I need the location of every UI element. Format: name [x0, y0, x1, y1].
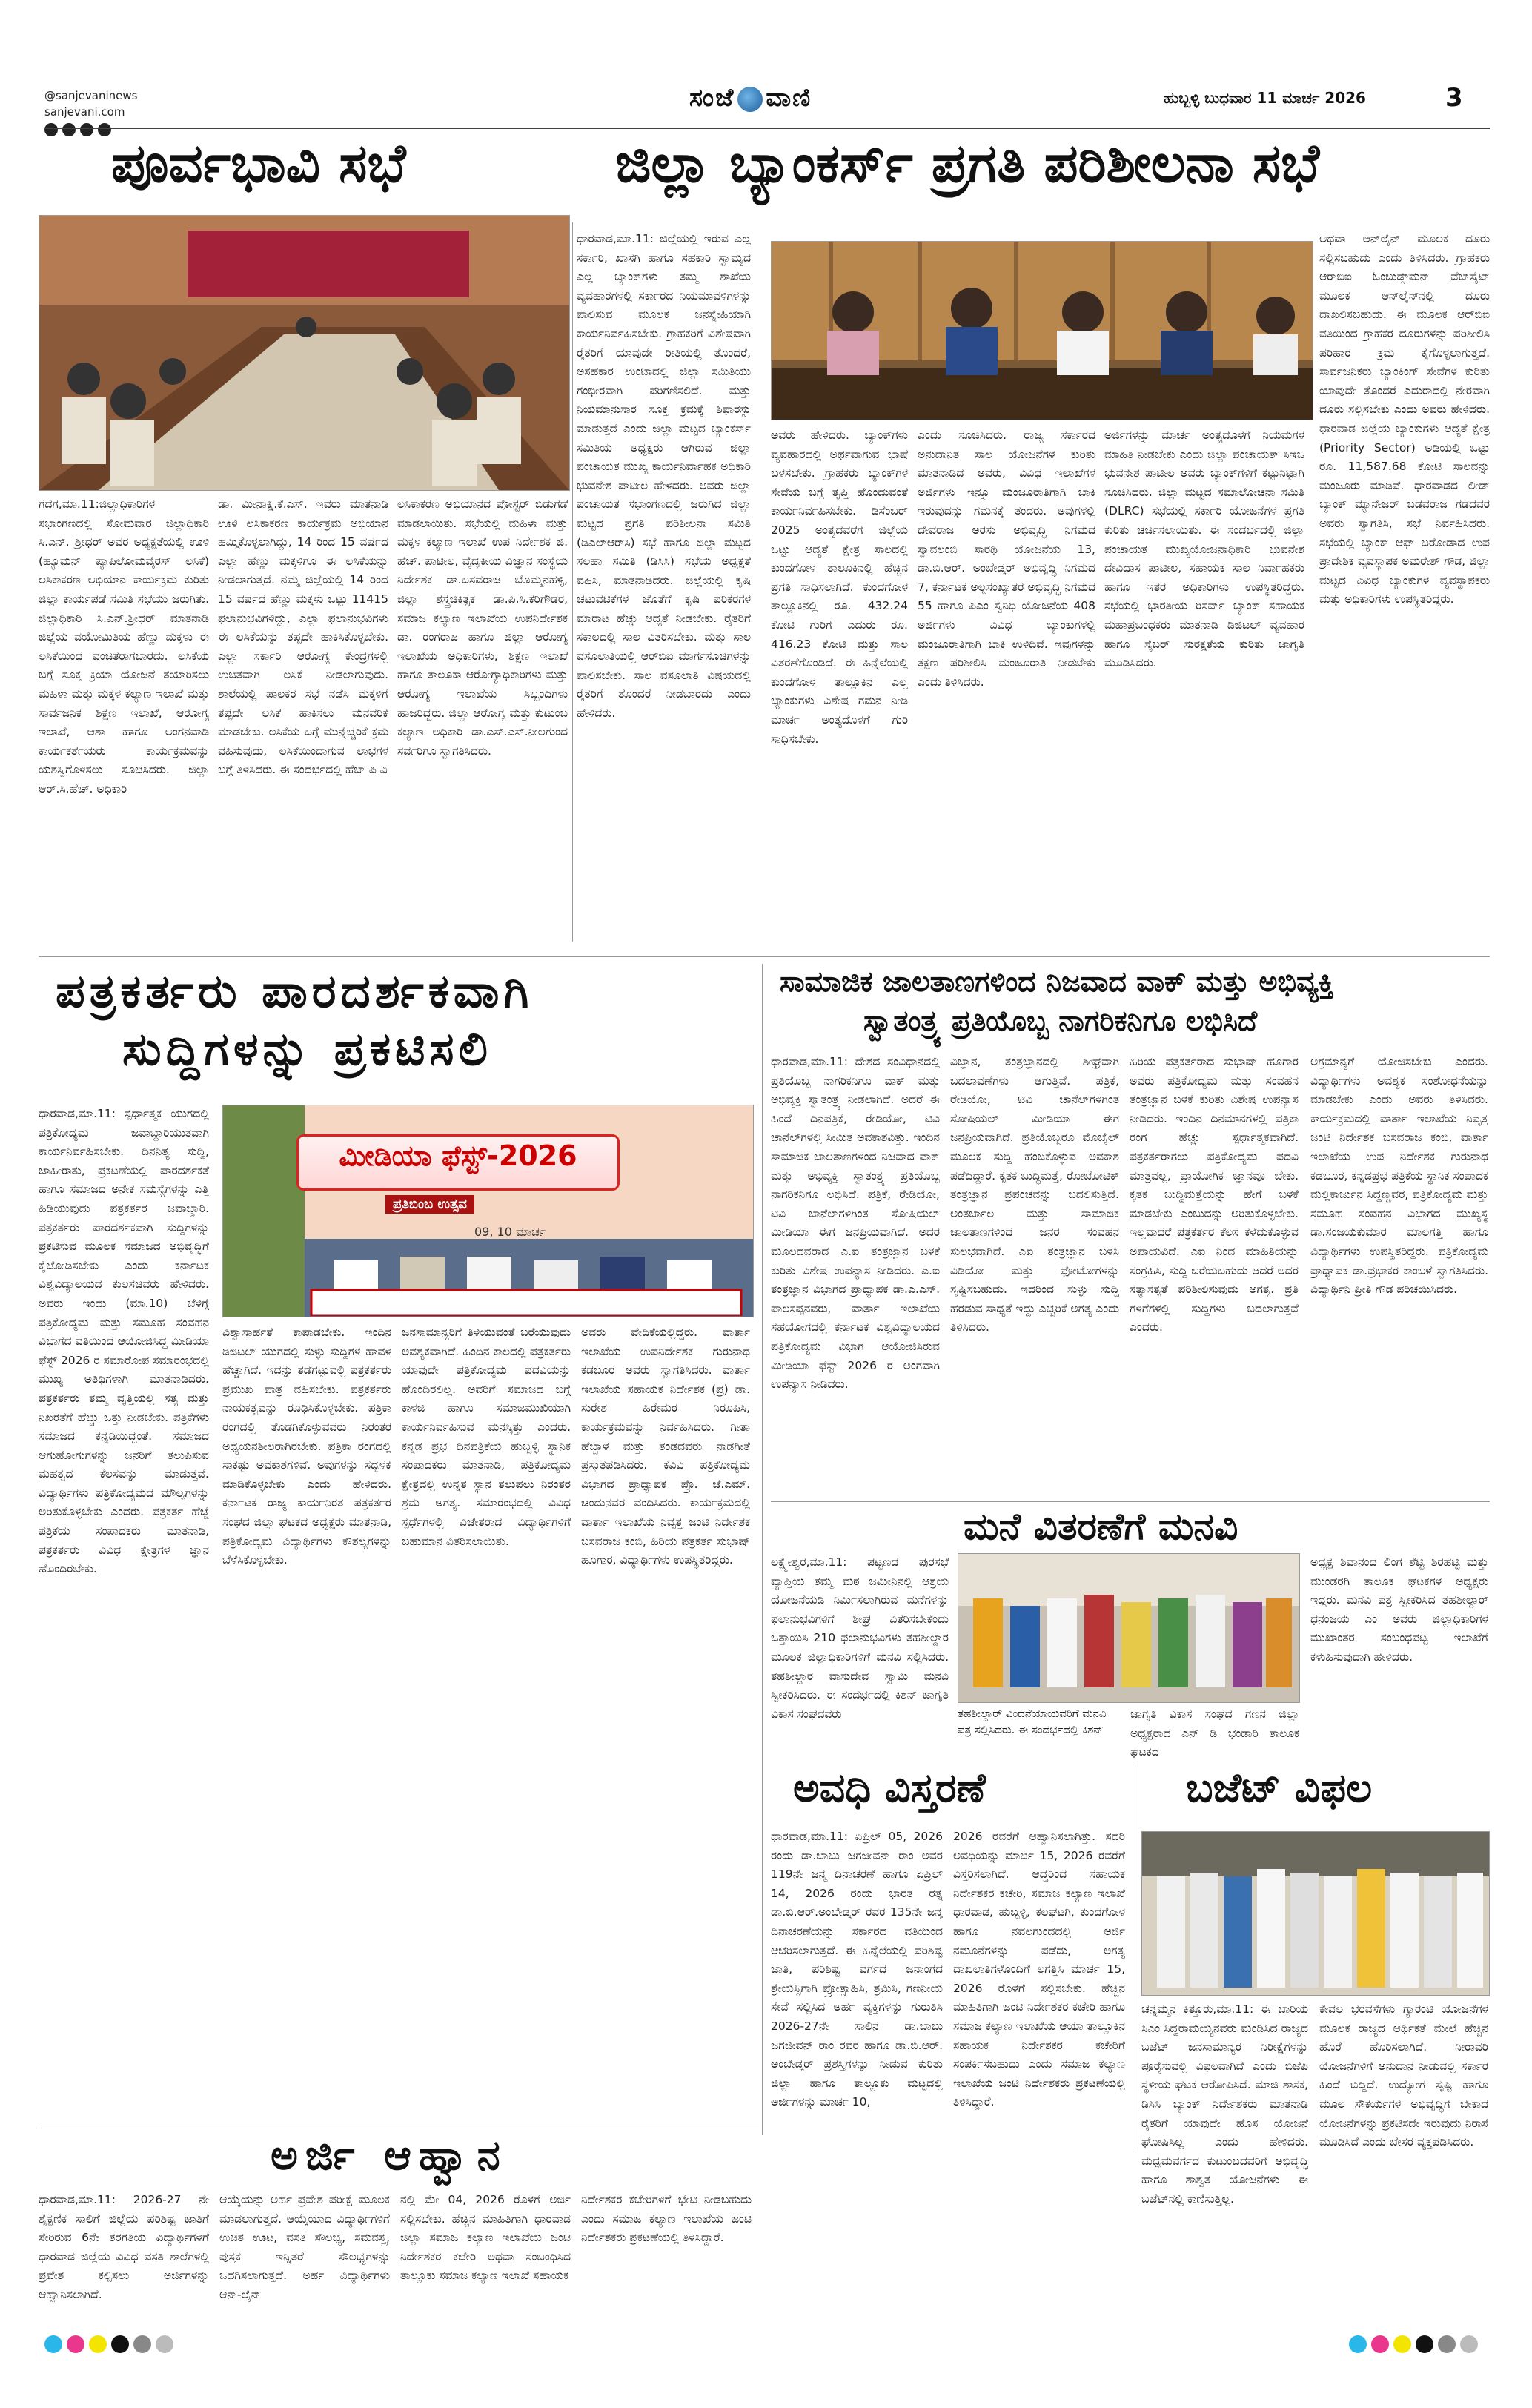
reg-dot: [1438, 2335, 1456, 2353]
story4-col4: ಅಗ್ರಮಾನ್ಯಗೆ ಯೋಜಿಸಬೇಕು ಎಂದರು. ವಿದ್ಯಾರ್ಥಿಗಳು ಅವಶ್ಯಕ ಸಂಶೋಧನೆಯನ್ನು ಮಾಡಬೇಕು ಎಂದು ಅವರು ತಿಳಿಸಿದರು. ಕಾರ್ಯಕ್ರಮದಲ್ಲಿ ವಾರ್ತಾ ಇಲಾಖೆಯ ನಿವೃತ್ತ ಜಂಟಿ ನಿರ್ದೇಶಕ ಬಸವರಾಜ ಕಂಬಿ, ವಾರ್ತಾ ಇಲಾಖೆಯ ಉಪ ನಿರ್ದೇಶಕ ಗುರುನಾಥ ಕಡಬೂರ, ಕನ್ನಡಪ್ರಭ ಪತ್ರಿಕೆಯ ಸ್ಥಾನಿಕ ಸಂಪಾದಕ ಮಲ್ಲಿಕಾರ್ಜುನ ಸಿದ್ದಣ್ಣವರ, ಪತ್ರಿಕೋದ್ಯಮ ಮತ್ತು ಸಮೂಹ ಸಂವಹನ ವಿಭಾಗದ ಮುಖ್ಯಸ್ಥ ಡಾ.ಸಂಜಯಕುಮಾರ ಮಾಲಗತ್ತಿ ಹಾಗೂ ವಿದ್ಯಾರ್ಥಿಗಳು ಉಪಸ್ಥಿತರಿದ್ದರು. ಪತ್ರಿಕೋದ್ಯಮ ಪ್ರಾಧ್ಯಾಪಕ ಡಾ.ಪ್ರಭಾಕರ ಕಾಂಬಳೆ ಸ್ವಾಗತಿಸಿದರು. ವಿದ್ಯಾರ್ಥಿನಿ ಪ್ರೀತಿ ಗೌಡ ಪರಿಚಯಿಸಿದರು.: [1310, 1055, 1488, 1297]
youtube-icon: [98, 123, 111, 136]
reg-dot: [1371, 2335, 1389, 2353]
masthead: [689, 83, 812, 113]
story4-col3: ಹಿರಿಯ ಪತ್ರಕರ್ತರಾದ ಸುಭಾಷ್ ಹೂಗಾರ ಅವರು ಪತ್ರಿಕೋದ್ಯಮ ಮತ್ತು ಸಂವಹನ ತಂತ್ರಜ್ಞಾನ ಬಳಕೆ ಕುರಿತು ವಿಶೇಷ ಉಪನ್ಯಾಸ ನೀಡಿದರು. ಇಂದಿನ ದಿನಮಾನಗಳಲ್ಲಿ ಪತ್ರಿಕಾ ರಂಗ ಹೆಚ್ಚು ಸ್ಪರ್ಧಾತ್ಮಕವಾಗಿದೆ. ಪತ್ರಕರ್ತರಾಗಲು ಪತ್ರಿಕೋದ್ಯಮ ಪದವಿ ಮಾತ್ರವಲ್ಲ, ಪ್ರಾಯೋಗಿಕ ಜ್ಞಾನವೂ ಬೇಕು. ಕೃತಕ ಬುದ್ಧಿಮತ್ತೆಯನ್ನು ಹೇಗೆ ಬಳಕೆ ಮಾಡಬೇಕು ಎಂಬುದನ್ನು ಅರಿತುಕೊಳ್ಳಬೇಕು. ಇಲ್ಲವಾದರೆ ಪತ್ರಕರ್ತರ ಕೆಲಸ ಕಳೆದುಕೊಳ್ಳುವ ಅಪಾಯವಿದೆ. ಎಐ ನಿಂದ ಮಾಹಿತಿಯನ್ನು ಸಂಗ್ರಹಿಸಿ, ಸುದ್ದಿ ಬರೆಯಬಹುದು ಆದರೆ ಅದರ ಸತ್ಯಾಸತ್ಯತೆ ಪರಿಶೀಲಿಸುವುದು ಅಗತ್ಯ. ಪ್ರತಿ ಗಳಿಗೆಗಳಲ್ಲಿ ಸುದ್ದಿಗಳು ಬದಲಾಗುತ್ತವೆ ಎಂದರು.: [1130, 1055, 1299, 1334]
bankers-meeting-photo: [771, 241, 1313, 420]
headline-budget: ಬಜೆಟ್ ವಿಫಲ: [1186, 1764, 1373, 1811]
story8-col2: ಆಯ್ಕೆಯನ್ನು ಅರ್ಹ ಪ್ರವೇಶ ಪರೀಕ್ಷೆ ಮೂಲಕ ಮಾಡಲಾಗುತ್ತದೆ. ಆಯ್ಕೆಯಾದ ವಿದ್ಯಾರ್ಥಿಗಳಿಗೆ ಉಚಿತ ಊಟ, ವಸತಿ ಸೌಲಭ್ಯ, ಸಮವಸ್ತ್ರ, ಪುಸ್ತಕ ಇನ್ನಿತರೆ ಸೌಲಭ್ಯಗಳನ್ನು ಒದಗಿಸಲಾಗುತ್ತದೆ. ಅರ್ಹ ವಿದ್ಯಾರ್ಥಿಗಳು ಆನ್-ಲೈನ್: [219, 2193, 390, 2301]
twitter-icon: [62, 123, 76, 136]
story8-col3: ನಲ್ಲಿ ಮೇ 04, 2026 ರೊಳಗೆ ಅರ್ಜಿ ಸಲ್ಲಿಸಬೇಕು. ಹೆಚ್ಚಿನ ಮಾಹಿತಿಗಾಗಿ ಧಾರವಾಡ ಜಿಲ್ಲಾ ಸಮಾಜ ಕಲ್ಯಾಣ ಇಲಾಖೆಯ ಜಂಟಿ ನಿರ್ದೇಶಕರ ಕಚೇರಿ ಅಥವಾ ಸಂಬಂಧಿಸಿದ ತಾಲ್ಲೂಕು ಸಮಾಜ ಕಲ್ಯಾಣ ಇಲಾಖೆ ಸಹಾಯಕ: [400, 2193, 571, 2283]
masthead-left: ಸಂಜೆ: [689, 83, 735, 113]
page-number: 3: [1445, 83, 1463, 113]
story6-col1: ಧಾರವಾಡ,ಮಾ.11: ಏಪ್ರಿಲ್ 05, 2026 ರಂದು ಡಾ.ಬಾಬು ಜಗಜೀವನ್ ರಾಂ ಅವರ 119ನೇ ಜನ್ಮ ದಿನಾಚರಣೆ ಹಾಗೂ ಏಪ್ರಿಲ್ 14, 2026 ರಂದು ಭಾರತ ರತ್ನ ಡಾ.ಬಿ.ಆರ್.ಅಂಬೇಡ್ಕರ್ ರವರ 135ನೇ ಜನ್ಮ ದಿನಾಚರಣೆಯನ್ನು ಸರ್ಕಾರದ ವತಿಯಿಂದ ಆಚರಿಸಲಾಗುತ್ತದೆ. ಈ ಹಿನ್ನೆಲೆಯಲ್ಲಿ ಪರಿಶಿಷ್ಟ ಜಾತಿ, ಪರಿಶಿಷ್ಟ ವರ್ಗದ ಜನಾಂಗದ ಶ್ರೇಯಸ್ಸಿಗಾಗಿ ಪ್ರೋತ್ಸಾಹಿಸಿ, ಶ್ರಮಿಸಿ, ಗಣನೀಯ ಸೇವೆ ಸಲ್ಲಿಸಿದ ಅರ್ಹ ವ್ಯಕ್ತಿಗಳನ್ನು ಗುರುತಿಸಿ 2026-27ನೇ ಸಾಲಿನ ಡಾ.ಬಾಬು ಜಗಜೀವನ್ ರಾಂ ರವರ ಹಾಗೂ ಡಾ.ಬಿ.ಆರ್. ಅಂಬೇಡ್ಕರ್ ಪ್ರಶಸ್ತಿಗಳನ್ನು ನೀಡುವ ಕುರಿತು ಜಿಲ್ಲಾ ಹಾಗೂ ತಾಲ್ಲೂಕು ಮಟ್ಟದಲ್ಲಿ ಅರ್ಜಿಗಳನ್ನು ಮಾರ್ಚ 10,: [771, 1830, 943, 2109]
story1-col3: ಲಸಿಕಾಕರಣ ಅಭಿಯಾನದ ಪೋಸ್ಟರ್ ಬಿಡುಗಡೆ ಮಾಡಲಾಯಿತು. ಸಭೆಯಲ್ಲಿ ಮಹಿಳಾ ಮತ್ತು ಮಕ್ಕಳ ಕಲ್ಯಾಣ ಇಲಾಖೆ ಉಪ ನಿರ್ದೇಶಕ ಜಿ. ಹೆಚ್. ಪಾಟೀಲ, ವೈದ್ಯಕೀಯ ವಿಜ್ಞಾನ ಸಂಸ್ಥೆಯ ನಿರ್ದೇಶಕ ಡಾ.ಬಸವರಾಜ ಬೊಮ್ಮನಹಳ್ಳಿ, ಜಿಲ್ಲಾ ಶಸ್ತ್ರಚಿಕಿತ್ಸಕ ಡಾ.ಪಿ.ಸಿ.ಕರಿಗೌಡರ, ಸಮಾಜ ಕಲ್ಯಾಣ ಇಲಾಖೆಯ ಉಪನಿರ್ದೇಶಕ ಡಾ. ರಂಗರಾಜ ಹಾಗೂ ಜಿಲ್ಲಾ ಆರೋಗ್ಯ ಇಲಾಖೆಯ ಅಧಿಕಾರಿಗಳು, ಶಿಕ್ಷಣ ಇಲಾಖೆ ಹಾಗೂ ತಾಲೂಕಾ ಆರೋಗ್ಯಾಧಿಕಾರಿಗಳು ಮತ್ತು ಆರೋಗ್ಯ ಇಲಾಖೆಯ ಸಿಬ್ಬಂದಿಗಳು ಹಾಜರಿದ್ದರು. ಜಿಲ್ಲಾ ಆರೋಗ್ಯ ಮತ್ತು ಕುಟುಂಬ ಕಲ್ಯಾಣ ಅಧಿಕಾರಿ ಡಾ.ಎಸ್.ಎಸ್.ನೀಲಗುಂದ ಸರ್ವರಿಗೂ ಸ್ವಾಗತಿಸಿದರು.: [397, 497, 568, 758]
story2-col1: ಧಾರವಾಡ,ಮಾ.11: ಜಿಲ್ಲೆಯಲ್ಲಿ ಇರುವ ಎಲ್ಲ ಸರ್ಕಾರಿ, ಖಾಸಗಿ ಹಾಗೂ ಸಹಕಾರಿ ಸ್ವಾಮ್ಯದ ಎಲ್ಲ ಬ್ಯಾಂಕ್‌ಗಳು ತಮ್ಮ ಶಾಖೆಯ ವ್ಯವಹಾರಗಳಲ್ಲಿ ಸರ್ಕಾರದ ನಿಯಮಾವಳಿಗಳನ್ನು ಪಾಲಿಸುವ ಮೂಲಕ ಜನಸ್ನೇಹಿಯಾಗಿ ಕಾರ್ಯನಿರ್ವಹಿಸಬೇಕು. ಗ್ರಾಹಕರಿಗೆ ವಿಶೇಷವಾಗಿ ರೈತರಿಗೆ ಯಾವುದೇ ರೀತಿಯಲ್ಲಿ ತೊಂದರೆ, ಅಸಹಕಾರ ಉಂಟಾದಲ್ಲಿ ಜಿಲ್ಲಾ ಸಮಿತಿಯು ಗಂಭೀರವಾಗಿ ಪರಿಗಣಿಸಲಿದೆ. ಮತ್ತು ನಿಯಮಾನುಸಾರ ಸೂಕ್ತ ಕ್ರಮಕ್ಕೆ ಶಿಫಾರಸ್ಸು ಮಾಡುತ್ತದೆ ಎಂದು ಜಿಲ್ಲಾ ಮಟ್ಟದ ಬ್ಯಾಂಕರ್ಸ್ ಸಮಿತಿಯ ಅಧ್ಯಕ್ಷರು ಆಗಿರುವ ಜಿಲ್ಲಾ ಪಂಚಾಯತ ಮುಖ್ಯ ಕಾರ್ಯನಿರ್ವಾಹಕ ಅಧಿಕಾರಿ ಭುವನೇಶ ಪಾಟೀಲ ಹೇಳಿದರು. ಅವರು ಜಿಲ್ಲಾ ಪಂಚಾಯತ ಸಭಾಂಗಣದಲ್ಲಿ ಜರುಗಿದ ಜಿಲ್ಲಾ ಮಟ್ಟದ ಪ್ರಗತಿ ಪರಿಶೀಲನಾ ಸಮಿತಿ (ಡಿಎಲ್‌ಆರ್‌ಸಿ) ಸಭೆ ಹಾಗೂ ಜಿಲ್ಲಾ ಮಟ್ಟದ ಸಲಹಾ ಸಮಿತಿ (ಡಿಸಿಸಿ) ಸಭೆಯ ಅಧ್ಯಕ್ಷತೆ ವಹಿಸಿ, ಮಾತನಾಡಿದರು. ಜಿಲ್ಲೆಯಲ್ಲಿ ಕೃಷಿ ಚಟುವಟಿಕೆಗಳ ಜೊತೆಗೆ ಕೃಷಿ ಪರಿಕರಗಳ ಮಾರಾಟ ಹೆಚ್ಚು ಆದ್ಯತೆ ನೀಡಬೇಕು. ರೈತರಿಗೆ ಸಕಾಲದಲ್ಲಿ ಸಾಲ ವಿತರಿಸಬೇಕು. ಮತ್ತು ಸಾಲ ವಸೂಲಾತಿಯಲ್ಲಿ ಆರ್‌ಬಿಐ ಮಾರ್ಗಸೂಚಿಗಳನ್ನು ಪಾಲಿಸಬೇಕು. ಸಾಲ ವಸೂಲಾತಿ ವಿಷಯದಲ್ಲಿ ರೈತರಿಗೆ ತೊಂದರೆ ನೀಡಬಾರದು ಎಂದು ಹೇಳಿದರು.: [577, 232, 751, 720]
story7-col2: ಕೇವಲ ಭರವಸೆಗಳು ಗ್ಯಾರಂಟಿ ಯೋಜನೆಗಳ ಮೂಲಕ ರಾಜ್ಯದ ಆರ್ಥಿಕತೆ ಮೇಲೆ ಹೆಚ್ಚಿನ ಹೊರೆ ಹೊರಿಸಲಾಗಿದೆ. ನೀರಾವರಿ ಯೋಜನೆಗಳಿಗೆ ಅನುದಾನ ನೀಡುವಲ್ಲಿ ಸರ್ಕಾರ ಹಿಂದೆ ಬಿದ್ದಿದೆ. ಉದ್ಯೋಗ ಸೃಷ್ಟಿ ಹಾಗೂ ಮೂಲ ಸೌಕರ್ಯಗಳ ಅಭಿವೃದ್ಧಿಗೆ ಬೇಕಾದ ಯೋಜನೆಗಳನ್ನು ಪ್ರಕಟಿಸದೇ ಇರುವುದು ನಿರಾಸೆ ಮೂಡಿಸಿದೆ ಎಂದು ಬೇಸರ ವ್ಯಕ್ತಪಡಿಸಿದರು.: [1319, 2002, 1488, 2149]
reg-dot: [89, 2335, 107, 2353]
story5-col3: ಅಧ್ಯಕ್ಷ ಶಿವಾನಂದ ಲಿಂಗ ಶೆಟ್ಟಿ ಶಿರಹಟ್ಟಿ ಮತ್ತು ಮುಂಡರಗಿ ತಾಲೂಕ ಘಟಕಗಳ ಅಧ್ಯಕ್ಷರು ಇದ್ದರು. ಮನವಿ ಪತ್ರ ಸ್ವೀಕರಿಸಿದ ತಹಶೀಲ್ದಾರ್ ಧನಂಜಯ ಎಂ ಅವರು ಜಿಲ್ಲಾಧಿಕಾರಿಗಳ ಮುಖಾಂತರ ಸಂಬಂಧಪಟ್ಟ ಇಲಾಖೆಗೆ ಕಳುಹಿಸುವುದಾಗಿ ಹೇಳಿದರು.: [1310, 1555, 1488, 1664]
reg-dot: [1393, 2335, 1411, 2353]
story5-col1: ಲಕ್ಷ್ಮೇಶ್ವರ,ಮಾ.11: ಪಟ್ಟಣದ ಪುರಸಭೆ ವ್ಯಾಪ್ತಿಯ ತಮ್ಮ ಮಠ ಜಮೀನಿನಲ್ಲಿ ಆಶ್ರಯ ಯೋಜನೆಯಡಿ ನಿರ್ಮಿಸಲಾಗಿರುವ ಮನೆಗಳನ್ನು ಫಲಾನುಭವಿಗಳಿಗೆ ಶೀಘ್ರ ವಿತರಿಸಬೇಕೆಂದು ಒತ್ತಾಯಿಸಿ 210 ಫಲಾನುಭವಿಗಳು ತಹಶೀಲ್ದಾರ ಮೂಲಕ ಜಿಲ್ಲಾಧಿಕಾರಿಗಳಿಗೆ ಮನವಿ ಸಲ್ಲಿಸಿದರು. ತಹಶೀಲ್ದಾರ ವಾಸುದೇವ ಸ್ವಾಮಿ ಮನವಿ ಸ್ವೀಕರಿಸಿದರು. ಈ ಸಂದರ್ಭದಲ್ಲಿ ಕಿಶನ್ ಜಾಗೃತಿ ವಿಕಾಸ ಸಂಘದವರು: [771, 1555, 949, 1721]
headline-poorvabhavi: ಪೂರ್ವಭಾವಿ ಸಭೆ: [111, 132, 406, 194]
story4-col2: ವಿಜ್ಞಾನ, ತಂತ್ರಜ್ಞಾನದಲ್ಲಿ ಶೀಘ್ರವಾಗಿ ಬದಲಾವಣೆಗಳು ಆಗುತ್ತಿವೆ. ಪತ್ರಿಕೆ, ರೇಡಿಯೋ, ಟಿವಿ ಚಾನೆಲ್‌ಗಳಿಗಿಂತ ಸೋಷಿಯಲ್ ಮೀಡಿಯಾ ಈಗ ಜನಪ್ರಿಯವಾಗಿದೆ. ಪ್ರತಿಯೊಬ್ಬರೂ ಮೊಬೈಲ್ ಮೂಲಕ ಸುದ್ದಿ ಹಂಚಿಕೊಳ್ಳುವ ಅವಕಾಶ ಪಡೆದಿದ್ದಾರೆ. ಕೃತಕ ಬುದ್ಧಿಮತ್ತೆ, ರೋಬೋಟಿಕ್ ತಂತ್ರಜ್ಞಾನ ಪ್ರಪಂಚವನ್ನು ಬದಲಿಸುತ್ತಿದೆ. ಅಂತರ್ಜಾಲ ಮತ್ತು ಸಾಮಾಜಿಕ ಜಾಲತಾಣಗಳಿಂದ ಜನರ ಸಂವಹನ ಸುಲಭವಾಗಿದೆ. ಎಐ ತಂತ್ರಜ್ಞಾನ ಬಳಸಿ ವಿಡಿಯೋ ಮತ್ತು ಫೋಟೋಗಳನ್ನು ಸೃಷ್ಟಿಸಬಹುದು. ಇದರಿಂದ ಸುಳ್ಳು ಸುದ್ದಿ ಹರಡುವ ಸಾಧ್ಯತೆ ಇದ್ದು ಎಚ್ಚರಿಕೆ ಅಗತ್ಯ ಎಂದು ತಿಳಿಸಿದರು.: [950, 1055, 1119, 1334]
section-rule-2: [771, 1501, 1490, 1502]
reg-dot: [1460, 2335, 1478, 2353]
story7-col1: ಚನ್ನಮ್ಮನ ಕಿತ್ತೂರು,ಮಾ.11: ಈ ಬಾರಿಯ ಸಿಎಂ ಸಿದ್ದರಾಮಯ್ಯನವರು ಮಂಡಿಸಿದ ರಾಜ್ಯದ ಬಜೆಟ್ ಜನಸಾಮಾನ್ಯರ ನಿರೀಕ್ಷೆಗಳನ್ನು ಪೂರೈಸುವಲ್ಲಿ ವಿಫಲವಾಗಿದೆ ಎಂದು ಬಿಜೆಪಿ ಸ್ಥಳೀಯ ಘಟಕ ಆರೋಪಿಸಿದೆ. ಮಾಜಿ ಶಾಸಕ, ಡಿಸಿಸಿ ಬ್ಯಾಂಕ್ ನಿರ್ದೇಶಕರು ಮಾತನಾಡಿ ರೈತರಿಗೆ ಯಾವುದೇ ಹೊಸ ಯೋಜನೆ ಘೋಷಿಸಿಲ್ಲ ಎಂದು ಹೇಳಿದರು. ಮಧ್ಯಮವರ್ಗದ ಕುಟುಂಬದವರಿಗೆ ಅಭಿವೃದ್ಧಿ ಹಾಗೂ ಶಾಶ್ವತ ಯೋಜನೆಗಳು ಈ ಬಜೆಟ್‌ನಲ್ಲಿ ಕಾಣಿಸುತ್ತಿಲ್ಲ.: [1141, 2002, 1308, 2206]
meeting-photo: [39, 215, 570, 491]
story1-col2: ಡಾ. ಮೀನಾಕ್ಷಿ.ಕೆ.ಎಸ್. ಇವರು ಮಾತನಾಡಿ ಊಳಿ ಲಸಿಕಾಕರಣ ಕಾರ್ಯಕ್ರಮ ಅಭಿಯಾನ ಹಮ್ಮಿಕೊಳ್ಳಲಾಗಿದ್ದು, 14 ರಿಂದ 15 ವರ್ಷದ ಎಲ್ಲಾ ಹೆಣ್ಣು ಮಕ್ಕಳಿಗೂ ಈ ಲಸಿಕೆಯನ್ನು ನೀಡಲಾಗುತ್ತದೆ. ನಮ್ಮ ಜಿಲ್ಲೆಯಲ್ಲಿ 14 ರಿಂದ 15 ವರ್ಷದ ಹೆಣ್ಣು ಮಕ್ಕಳು ಒಟ್ಟು 11415 ಫಲಾನುಭವಿಗಳಿದ್ದು, ಎಲ್ಲಾ ಫಲಾನುಭವಿಗಳು ಈ ಲಸಿಕೆಯನ್ನು ತಪ್ಪದೇ ಹಾಕಿಸಿಕೊಳ್ಳಬೇಕು. ಎಲ್ಲಾ ಸರ್ಕಾರಿ ಆರೋಗ್ಯ ಕೇಂದ್ರಗಳಲ್ಲಿ ಉಚಿತವಾಗಿ ಲಸಿಕೆ ನೀಡಲಾಗುವುದು. ಶಾಲೆಯಲ್ಲಿ ಪಾಲಕರ ಸಭೆ ನಡೆಸಿ ಮಕ್ಕಳಿಗೆ ತಪ್ಪದೇ ಲಸಿಕೆ ಹಾಕಿಸಲು ಮನವರಿಕೆ ಮಾಡಬೇಕು. ಲಸಿಕೆಯ ಬಗ್ಗೆ ಮುನ್ನೆಚ್ಚರಿಕೆ ಕ್ರಮ ವಹಿಸುವುದು, ಲಸಿಕೆಯಿಂದಾಗುವ ಲಾಭಗಳ ಬಗ್ಗೆ ತಿಳಿಸಿದರು. ಈ ಸಂದರ್ಭದಲ್ಲಿ ಹೆಚ್ ಪಿ ವಿ: [218, 497, 388, 777]
story3-col1: ಧಾರವಾಡ,ಮಾ.11: ಸ್ಪರ್ಧಾತ್ಮಕ ಯುಗದಲ್ಲಿ ಪತ್ರಿಕೋದ್ಯಮ ಜವಾಬ್ದಾರಿಯುತವಾಗಿ ಕಾರ್ಯನಿರ್ವಹಿಸಬೇಕು. ದಿನನಿತ್ಯ ಸುದ್ದಿ, ಜಾಹೀರಾತು, ಪ್ರಕಟಣೆಯಲ್ಲಿ ಪಾರದರ್ಶಕತೆ ಹಾಗೂ ಸಮಾಜದ ಅನೇಕ ಸಮಸ್ಯೆಗಳನ್ನು ಎತ್ತಿ ಹಿಡಿಯುವುದು ಪತ್ರಕರ್ತರ ಜವಾಬ್ದಾರಿ. ಪತ್ರಕರ್ತರು ಪಾರದರ್ಶಕವಾಗಿ ಸುದ್ದಿಗಳನ್ನು ಪ್ರಕಟಿಸುವ ಮೂಲಕ ಸಮಾಜದ ಅಭಿವೃದ್ಧಿಗೆ ಕೈಜೋಡಿಸಬೇಕು ಎಂದು ಕರ್ನಾಟಕ ವಿಶ್ವವಿದ್ಯಾಲಯದ ಕುಲಸಚಿವರು ಹೇಳಿದರು. ಅವರು ಇಂದು (ಮಾ.10) ಬೆಳಿಗ್ಗೆ ಪತ್ರಿಕೋದ್ಯಮ ಮತ್ತು ಸಮೂಹ ಸಂವಹನ ವಿಭಾಗದ ವತಿಯಿಂದ ಆಯೋಜಿಸಿದ್ದ ಮೀಡಿಯಾ ಫೆಸ್ಟ್ 2026 ರ ಸಮಾರೋಪ ಸಮಾರಂಭದಲ್ಲಿ ಮುಖ್ಯ ಅತಿಥಿಗಳಾಗಿ ಮಾತನಾಡಿದರು. ಪತ್ರಕರ್ತರು ತಮ್ಮ ವೃತ್ತಿಯಲ್ಲಿ ಸತ್ಯ ಮತ್ತು ನಿಖರತೆಗೆ ಹೆಚ್ಚು ಒತ್ತು ನೀಡಬೇಕು. ಪತ್ರಿಕೆಗಳು ಸಮಾಜದ ಕನ್ನಡಿಯಿದ್ದಂತೆ. ಸಮಾಜದ ಆಗುಹೋಗುಗಳನ್ನು ಜನರಿಗೆ ತಲುಪಿಸುವ ಮಹತ್ವದ ಕೆಲಸವನ್ನು ಮಾಡುತ್ತವೆ. ವಿದ್ಯಾರ್ಥಿಗಳು ಪತ್ರಿಕೋದ್ಯಮದ ಮೌಲ್ಯಗಳನ್ನು ಅರಿತುಕೊಳ್ಳಬೇಕು ಎಂದರು. ಪತ್ರಕರ್ತ ಹೆಜ್ಜೆ ಪತ್ರಿಕೆಯ ಸಂಪಾದಕರು ಮಾತನಾಡಿ, ಪತ್ರಕರ್ತರು ವಿವಿಧ ಕ್ಷೇತ್ರಗಳ ಜ್ಞಾನ ಹೊಂದಿರಬೇಕು.: [39, 1107, 209, 1576]
story2-col2: ಅವರು ಹೇಳಿದರು. ಬ್ಯಾಂಕ್‌ಗಳು ವ್ಯವಹಾರದಲ್ಲಿ ಅರ್ಥವಾಗುವ ಭಾಷೆ ಬಳಸಬೇಕು. ಗ್ರಾಹಕರು ಬ್ಯಾಂಕ್‌ಗಳ ಸೇವೆಯ ಬಗ್ಗೆ ತೃಪ್ತಿ ಹೊಂದುವಂತೆ ಕಾರ್ಯನಿರ್ವಹಿಸಬೇಕು. ಡಿಸೆಂಬರ್ 2025 ಅಂತ್ಯದವರೆಗೆ ಜಿಲ್ಲೆಯ ಒಟ್ಟು ಆದ್ಯತೆ ಕ್ಷೇತ್ರ ಸಾಲದಲ್ಲಿ ಕುಂದಗೋಳ ತಾಲೂಕಿನಲ್ಲಿ ಹೆಚ್ಚಿನ ಪ್ರಗತಿ ಸಾಧಿಸಲಾಗಿದೆ. ಕುಂದಗೋಳ ತಾಲ್ಲೂಕಿನಲ್ಲಿ ರೂ. 432.24 ಕೋಟಿ ಗುರಿಗೆ ಎದುರು ರೂ. 416.23 ಕೋಟಿ ಮತ್ತು ಸಾಲ ವಿತರಣೆಗೊಂಡಿದೆ. ಈ ಹಿನ್ನೆಲೆಯಲ್ಲಿ ಕುಂದಗೋಳ ತಾಲ್ಲೂಕಿನ ಎಲ್ಲ ಬ್ಯಾಂಕುಗಳು ವಿಶೇಷ ಗಮನ ನೀಡಿ ಮಾರ್ಚ ಅಂತ್ಯದೊಳಗೆ ಗುರಿ ಸಾಧಿಸಬೇಕು.: [771, 429, 908, 746]
headline-social-media-1: ಸಾಮಾಜಿಕ ಜಾಲತಾಣಗಳಿಂದ ನಿಜವಾದ ವಾಕ್ ಮತ್ತು ಅಭಿವ್ಯಕ್ತಿ: [780, 965, 1334, 998]
story3-col4: ಅವರು ವೇದಿಕೆಯಲ್ಲಿದ್ದರು. ವಾರ್ತಾ ಇಲಾಖೆಯ ಉಪನಿರ್ದೇಶಕ ಗುರುನಾಥ ಕಡಬೂರ ಅವರು ಸ್ವಾಗತಿಸಿದರು. ವಾರ್ತಾ ಇಲಾಖೆಯ ಸಹಾಯಕ ನಿರ್ದೇಶಕ (ಪ್ರ) ಡಾ. ಸುರೇಶ ಹಿರೇಮಠ ನಿರೂಪಿಸಿ, ಕಾರ್ಯಕ್ರಮವನ್ನು ನಿರ್ವಹಿಸಿದರು. ಗೀತಾ ಹೆಬ್ಬಾಳ ಮತ್ತು ತಂಡದವರು ನಾಡಗೀತೆ ಪ್ರಸ್ತುತಪಡಿಸಿದರು. ಕವಿವಿ ಪತ್ರಿಕೋದ್ಯಮ ವಿಭಾಗದ ಪ್ರಾಧ್ಯಾಪಕ ಪ್ರೊ. ಜೆ.ಎಮ್. ಚಂದುನವರ ವಂದಿಸಿದರು. ಕಾರ್ಯಕ್ರಮದಲ್ಲಿ ವಾರ್ತಾ ಇಲಾಖೆಯ ನಿವೃತ್ತ ಜಂಟಿ ನಿರ್ದೇಶಕ ಬಸವರಾಜ ಕಂಬಿ, ಹಿರಿಯ ಪತ್ರಕರ್ತ ಸುಭಾಷ್ ಹೂಗಾರ, ವಿದ್ಯಾರ್ಥಿಗಳು ಉಪಸ್ಥಿತರಿದ್ದರು.: [581, 1326, 750, 1567]
headline-journalists-2: ಸುದ್ದಿಗಳನ್ನು ಪ್ರಕಟಿಸಲಿ: [122, 1022, 492, 1076]
reg-dot: [67, 2335, 84, 2353]
headline-applications: ಅರ್ಜಿ ಆಹ್ವಾನ: [271, 2131, 508, 2180]
masthead-right: ವಾಣಿ: [766, 83, 812, 113]
registration-marks-left: [44, 2335, 173, 2353]
reg-dot: [111, 2335, 129, 2353]
story6-col2: 2026 ರವರೆಗೆ ಆಹ್ವಾನಿಸಲಾಗಿತ್ತು. ಸದರಿ ಅವಧಿಯನ್ನು ಮಾರ್ಚ 15, 2026 ರವರೆಗೆ ವಿಸ್ತರಿಸಲಾಗಿದೆ. ಆದ್ದರಿಂದ ಸಹಾಯಕ ನಿರ್ದೇಶಕರ ಕಚೇರಿ, ಸಮಾಜ ಕಲ್ಯಾಣ ಇಲಾಖೆ ಧಾರವಾಡ, ಹುಬ್ಬಳ್ಳಿ, ಕಲಘಟಗಿ, ಕುಂದಗೋಳ ಹಾಗೂ ನವಲಗುಂದದಲ್ಲಿ ಅರ್ಜಿ ನಮೂನೆಗಳನ್ನು ಪಡೆದು, ಅಗತ್ಯ ದಾಖಲಾತಿಗಳೊಂದಿಗೆ ಲಗತ್ತಿಸಿ ಮಾರ್ಚ 15, 2026 ರೊಳಗೆ ಸಲ್ಲಿಸಬೇಕು. ಹೆಚ್ಚಿನ ಮಾಹಿತಿಗಾಗಿ ಜಂಟಿ ನಿರ್ದೇಶಕರ ಕಚೇರಿ ಹಾಗೂ ಸಮಾಜ ಕಲ್ಯಾಣ ಇಲಾಖೆಯ ಆಯಾ ತಾಲ್ಲೂಕಿನ ಸಹಾಯಕ ನಿರ್ದೇಶಕರ ಕಚೇರಿಗೆ ಸಂಪರ್ಕಿಸಬಹುದು ಎಂದು ಸಮಾಜ ಕಲ್ಯಾಣ ಇಲಾಖೆಯ ಜಂಟಿ ನಿರ್ದೇಶಕರು ಪ್ರಕಟಣೆಯಲ್ಲಿ ತಿಳಿಸಿದ್ದಾರೆ.: [953, 1830, 1125, 2109]
house-photo-caption: ತಹಶೀಲ್ದಾರ್ ವಿಂದನೆಯಾಯವರಿಗೆ ಮನವಿ ಪತ್ರ ಸಲ್ಲಿಸಿದರು. ಈ ಸಂದರ್ಭದಲ್ಲಿ ಕಿಶನ್: [958, 1707, 1107, 1736]
story2-col3: ಎಂದು ಸೂಚಿಸಿದರು. ರಾಜ್ಯ ಸರ್ಕಾರದ ಅನುದಾನಿತ ಸಾಲ ಯೋಜನೆಗಳ ಕುರಿತು ಮಾತನಾಡಿದ ಅವರು, ವಿವಿಧ ಇಲಾಖೆಗಳ ಅರ್ಜಿಗಳು ಇನ್ನೂ ಮಂಜೂರಾತಿಗಾಗಿ ಬಾಕಿ ಇರುವುದನ್ನು ಗಮನಕ್ಕೆ ತಂದರು. ಅವುಗಳಲ್ಲಿ ದೇವರಾಜ ಅರಸು ಅಭಿವೃದ್ಧಿ ನಿಗಮದ ಸ್ವಾವಲಂಬಿ ಸಾರಥಿ ಯೋಜನೆಯ 13, ಡಾ.ಬಿ.ಆರ್. ಅಂಬೇಡ್ಕರ್ ಅಭಿವೃದ್ಧಿ ನಿಗಮದ 7, ಕರ್ನಾಟಕ ಅಲ್ಪಸಂಖ್ಯಾತರ ಅಭಿವೃದ್ಧಿ ನಿಗಮದ 55 ಹಾಗೂ ಪಿಎಂ ಸ್ವನಿಧಿ ಯೋಜನೆಯ 408 ಅರ್ಜಿಗಳು ವಿವಿಧ ಬ್ಯಾಂಕುಗಳಲ್ಲಿ ಮಂಜೂರಾತಿಗಾಗಿ ಬಾಕಿ ಉಳಿದಿವೆ. ಇವುಗಳನ್ನು ತಕ್ಷಣ ಪರಿಶೀಲಿಸಿ ಮಂಜೂರಾತಿ ನೀಡಬೇಕು ಎಂದು ತಿಳಿಸಿದರು.: [918, 429, 1095, 689]
section-rule-1: [39, 956, 1490, 957]
budget-photo: [1141, 1831, 1490, 1996]
banner-title: ಮೀಡಿಯಾ ಫೆಸ್ಟ್-2026: [339, 1140, 577, 1172]
banner-subtitle: ಪ್ರತಿಬಿಂಬ ಉತ್ಸವ: [385, 1195, 474, 1214]
headline-social-media-2: ಸ್ವಾತಂತ್ರ್ಯ ಪ್ರತಿಯೊಬ್ಬ ನಾಗರಿಕನಿಗೂ ಲಭಿಸಿದೆ: [863, 1005, 1258, 1037]
header-social: [44, 87, 137, 136]
header-rule: [44, 128, 1490, 129]
globe-icon: [737, 87, 763, 112]
media-fest-banner: [296, 1134, 620, 1191]
date-line: ಹುಬ್ಬಳ್ಳಿ ಬುಧವಾರ 11 ಮಾರ್ಚ 2026: [1164, 89, 1366, 107]
reg-dot: [156, 2335, 173, 2353]
headline-journalists-1: ಪತ್ರಕರ್ತರು ಪಾರದರ್ಶಕವಾಗಿ: [56, 964, 534, 1018]
instagram-icon: [80, 123, 93, 136]
facebook-icon: [44, 123, 58, 136]
story3-col3: ಜನಸಾಮಾನ್ಯರಿಗೆ ತಿಳಿಯುವಂತೆ ಬರೆಯುವುದು ಅವಶ್ಯಕವಾಗಿದೆ. ಹಿಂದಿನ ಕಾಲದಲ್ಲಿ ಪತ್ರಕರ್ತರು ಯಾವುದೇ ಪತ್ರಿಕೋದ್ಯಮ ಪದವಿಯನ್ನು ಹೊಂದಿರಲಿಲ್ಲ. ಅವರಿಗೆ ಸಮಾಜದ ಬಗ್ಗೆ ಕಾಳಜಿ ಹಾಗೂ ಸಮಾಜಮುಖಿಯಾಗಿ ಕಾರ್ಯನಿರ್ವಹಿಸುವ ಮನಸ್ಸಿತ್ತು ಎಂದರು. ಕನ್ನಡ ಪ್ರಭ ದಿನಪತ್ರಿಕೆಯ ಹುಬ್ಬಳ್ಳಿ ಸ್ಥಾನಿಕ ಸಂಪಾದಕರು ಮಾತನಾಡಿ, ಪತ್ರಿಕೋದ್ಯಮ ಕ್ಷೇತ್ರದಲ್ಲಿ ಉನ್ನತ ಸ್ಥಾನ ತಲುಪಲು ನಿರಂತರ ಶ್ರಮ ಅಗತ್ಯ. ಸಮಾರಂಭದಲ್ಲಿ ವಿವಿಧ ಸ್ಪರ್ಧೆಗಳಲ್ಲಿ ವಿಜೇತರಾದ ವಿದ್ಯಾರ್ಥಿಗಳಿಗೆ ಬಹುಮಾನ ವಿತರಿಸಲಾಯಿತು.: [402, 1326, 571, 1548]
story4-col1: ಧಾರವಾಡ,ಮಾ.11: ದೇಶದ ಸಂವಿಧಾನದಲ್ಲಿ ಪ್ರತಿಯೊಬ್ಬ ನಾಗರಿಕನಿಗೂ ವಾಕ್ ಮತ್ತು ಅಭಿವ್ಯಕ್ತಿ ಸ್ವಾತಂತ್ರ್ಯ ನೀಡಲಾಗಿದೆ. ಅದರೆ ಈ ಹಿಂದೆ ದಿನಪತ್ರಿಕೆ, ರೇಡಿಯೋ, ಟಿವಿ ಚಾನೆಲ್‌ಗಳಲ್ಲಿ ಸೀಮಿತ ಅವಕಾಶವಿತ್ತು. ಇಂದಿನ ಸಾಮಾಜಿಕ ಜಾಲತಾಣಗಳಿಂದ ನಿಜವಾದ ವಾಕ್ ಮತ್ತು ಅಭಿವ್ಯಕ್ತಿ ಸ್ವಾತಂತ್ರ್ಯ ಪ್ರತಿಯೊಬ್ಬ ನಾಗರಿಕನಿಗೂ ಲಭಿಸಿದೆ. ಪತ್ರಿಕೆ, ರೇಡಿಯೋ, ಟಿವಿ ಚಾನೆಲ್‌ಗಳಿಗಿಂತ ಸೋಷಿಯಲ್ ಮೀಡಿಯಾ ಈಗ ಜನಪ್ರಿಯವಾಗಿದೆ. ಅದರ ಮೂಲದವರಾದ ಎ.ಐ ತಂತ್ರಜ್ಞಾನ ಬಳಕೆ ಕುರಿತು ವಿಶೇಷ ಉಪನ್ಯಾಸ ನೀಡಿದರು. ಎ.ಐ ತಂತ್ರಜ್ಞಾನ ವಿಭಾಗದ ಪ್ರಾಧ್ಯಾಪಕ ಡಾ.ಎ.ಎಸ್. ಪಾಲಸಪ್ಪನವರು, ವಾರ್ತಾ ಇಲಾಖೆಯ ಸಹಯೋಗದಲ್ಲಿ ಕರ್ನಾಟಕ ವಿಶ್ವವಿದ್ಯಾಲಯದ ಪತ್ರಿಕೋದ್ಯಮ ವಿಭಾಗ ಆಯೋಜಿಸಿರುವ ಮೀಡಿಯಾ ಫೆಸ್ಟ್ 2026 ರ ಅಂಗವಾಗಿ ಉಪನ್ಯಾಸ ನೀಡಿದರು.: [771, 1055, 940, 1392]
headline-house: ಮನೆ ವಿತರಣೆಗೆ ಮನವಿ: [964, 1505, 1238, 1548]
reg-dot: [133, 2335, 151, 2353]
house-protest-photo: [958, 1553, 1300, 1703]
reg-dot: [1416, 2335, 1433, 2353]
registration-marks-right: [1349, 2335, 1478, 2353]
headline-extension: ಅವಧಿ ವಿಸ್ತರಣೆ: [793, 1764, 986, 1811]
headline-bankers: ಜಿಲ್ಲಾ ಬ್ಯಾಂಕರ್ಸ್ ಪ್ರಗತಿ ಪರಿಶೀಲನಾ ಸಭೆ: [615, 132, 1320, 194]
story1-col1: ಗದಗ,ಮಾ.11:ಜಿಲ್ಲಾಧಿಕಾರಿಗಳ ಸಭಾಂಗಣದಲ್ಲಿ ಸೋಮವಾರ ಜಿಲ್ಲಾಧಿಕಾರಿ ಸಿ.ಎನ್. ಶ್ರೀಧರ್ ಅವರ ಅಧ್ಯಕ್ಷತೆಯಲ್ಲಿ ಊಳಿ (ಹ್ಯೂಮನ್ ಪ್ಯಾಪಿಲೋಮವೈರಸ್ ಲಸಿಕೆ) ಲಸಿಕಾಕರಣ ಅಭಿಯಾನ ಕಾರ್ಯಕ್ರಮ ಕುರಿತು ಜಿಲ್ಲಾ ಕಾರ್ಯಪಡೆ ಸಮಿತಿ ಸಭೆಯು ಜರುಗಿತು. ಜಿಲ್ಲಾಧಿಕಾರಿ ಸಿ.ಎನ್.ಶ್ರೀಧರ್ ಮಾತನಾಡಿ ಜಿಲ್ಲೆಯ ವಯೋಮಿತಿಯ ಹೆಣ್ಣು ಮಕ್ಕಳು ಈ ಲಸಿಕೆಯಿಂದ ವಂಚಿತರಾಗಬಾರದು. ಲಸಿಕೆಯ ಬಗ್ಗೆ ಸೂಕ್ತ ಕ್ರಿಯಾ ಯೋಜನೆ ತಯಾರಿಸಲು ಮಹಿಳಾ ಮತ್ತು ಮಕ್ಕಳ ಕಲ್ಯಾಣ ಇಲಾಖೆ ಮತ್ತು ಸಾರ್ವಜನಿಕ ಶಿಕ್ಷಣ ಇಲಾಖೆ, ಆರೋಗ್ಯ ಇಲಾಖೆ, ಆಶಾ ಹಾಗೂ ಅಂಗನವಾಡಿ ಕಾರ್ಯಕರ್ತೆಯರು ಕಾರ್ಯಕ್ರಮವನ್ನು ಯಶಸ್ವಿಗೊಳಿಸಲು ಸೂಚಿಸಿದರು. ಜಿಲ್ಲಾ ಆರ್.ಸಿ.ಹೆಚ್. ಅಧಿಕಾರಿ: [39, 497, 209, 796]
story2-col4: ಅರ್ಜಿಗಳನ್ನು ಮಾರ್ಚ ಅಂತ್ಯದೊಳಗೆ ನಿಯಮಗಳ ಮಾಹಿತಿ ನೀಡಬೇಕು ಎಂದು ಜಿಲ್ಲಾ ಪಂಚಾಯತ್ ಸಿಇಒ ಭುವನೇಶ ಪಾಟೀಲ ಅವರು ಬ್ಯಾಂಕ್‌ಗಳಿಗೆ ಕಟ್ಟುನಿಟ್ಟಾಗಿ ಸೂಚಿಸಿದರು. ಜಿಲ್ಲಾ ಮಟ್ಟದ ಸಮಾಲೋಚನಾ ಸಮಿತಿ (DLRC) ಸಭೆಯಲ್ಲಿ ಸರ್ಕಾರಿ ಯೋಜನೆಗಳ ಪ್ರಗತಿ ಕುರಿತು ಚರ್ಚಿಸಲಾಯಿತು. ಈ ಸಂದರ್ಭದಲ್ಲಿ ಜಿಲ್ಲಾ ಪಂಚಾಯತ ಮುಖ್ಯಯೋಜನಾಧಿಕಾರಿ ಭುವನೇಶ ದೇವಿದಾಸ ಪಾಟೀಲ, ಸಹಾಯಕ ಸಾಲ ನಿರ್ವಾಹಕರು ಹಾಗೂ ಇತರ ಅಧಿಕಾರಿಗಳು ಉಪಸ್ಥಿತರಿದ್ದರು. ಸಭೆಯಲ್ಲಿ ಭಾರತೀಯ ರಿಸರ್ವ್ ಬ್ಯಾಂಕ್ ಸಹಾಯಕ ಮಹಾಪ್ರಬಂಧಕರು ಮಾತನಾಡಿ ಡಿಜಿಟಲ್ ವ್ಯವಹಾರ ಹಾಗೂ ಸೈಬರ್ ಸುರಕ್ಷತೆಯ ಕುರಿತು ಜಾಗೃತಿ ಮೂಡಿಸಿದರು.: [1104, 429, 1304, 670]
stage-people: [222, 1253, 752, 1316]
social-handle: @sanjevaninews: [44, 89, 138, 102]
website: sanjevani.com: [44, 105, 125, 119]
reg-dot: [1349, 2335, 1367, 2353]
story2-col5: ಅಥವಾ ಆನ್‌ಲೈನ್ ಮೂಲಕ ದೂರು ಸಲ್ಲಿಸಬಹುದು ಎಂದು ತಿಳಿಸಿದರು. ಗ್ರಾಹಕರು ಆರ್‌ಬಿಐ ಓಂಬುಡ್ಸ್‌ಮನ್ ವೆಬ್‌ಸೈಟ್ ಮೂಲಕ ಆನ್‌ಲೈನ್‌ನಲ್ಲಿ ದೂರು ದಾಖಲಿಸಬಹುದು. ಈ ಮೂಲಕ ಆರ್‌ಬಿಐ ವತಿಯಿಂದ ಗ್ರಾಹಕರ ದೂರುಗಳನ್ನು ಪರಿಶೀಲಿಸಿ ಪರಿಹಾರ ಕ್ರಮ ಕೈಗೊಳ್ಳಲಾಗುತ್ತದೆ. ಸಾರ್ವಜನಿಕರು ಬ್ಯಾಂಕಿಂಗ್ ಸೇವೆಗಳ ಕುರಿತು ಯಾವುದೇ ತೊಂದರೆ ಎದುರಾದಲ್ಲಿ ನೇರವಾಗಿ ದೂರು ಸಲ್ಲಿಸಬೇಕು ಎಂದು ಅವರು ಹೇಳಿದರು. ಧಾರವಾಡ ಜಿಲ್ಲೆಯ ಬ್ಯಾಂಕುಗಳು ಆದ್ಯತೆ ಕ್ಷೇತ್ರ (Priority Sector) ಅಡಿಯಲ್ಲಿ ಒಟ್ಟು ರೂ. 11,587.68 ಕೋಟಿ ಸಾಲವನ್ನು ಮಂಜೂರು ಮಾಡಿವೆ. ಧಾರವಾಡದ ಲೀಡ್ ಬ್ಯಾಂಕ್ ಮ್ಯಾನೇಜರ್ ಬಡವರಾಜ ಗಡದವರ ಅವರು ಸ್ವಾಗತಿಸಿ, ಸಭೆ ನಿರ್ವಹಿಸಿದರು. ಸಭೆಯಲ್ಲಿ ಬ್ಯಾಂಕ್ ಆಫ್ ಬರೋಡಾದ ಉಪ ಪ್ರಾದೇಶಿಕ ವ್ಯವಸ್ಥಾಪಕ ಅಮರೇಶ್ ಗೌಡ, ಜಿಲ್ಲಾ ಮಟ್ಟದ ವಿವಿಧ ಬ್ಯಾಂಕುಗಳ ವ್ಯವಸ್ಥಾಪಕರು ಮತ್ತು ಅಧಿಕಾರಿಗಳು ಉಪಸ್ಥಿತರಿದ್ದರು.: [1319, 232, 1490, 606]
divider-1: [572, 222, 573, 942]
reg-dot: [44, 2335, 62, 2353]
story5-col2: ಜಾಗೃತಿ ವಿಕಾಸ ಸಂಘದ ಗಣನ ಜಿಲ್ಲಾ ಅಧ್ಯಕ್ಷರಾದ ಎನ್ ಡಿ ಭಂಡಾರಿ ತಾಲೂಕ ಘಟಕದ: [1130, 1707, 1299, 1759]
story8-col4: ನಿರ್ದೇಶಕರ ಕಚೇರಿಗಳಿಗೆ ಭೇಟಿ ನೀಡಬಹುದು ಎಂದು ಸಮಾಜ ಕಲ್ಯಾಣ ಇಲಾಖೆಯ ಜಂಟಿ ನಿರ್ದೇಶಕರು ಪ್ರಕಟಣೆಯಲ್ಲಿ ತಿಳಿಸಿದ್ದಾರೆ.: [581, 2193, 752, 2245]
story3-col2: ವಿಶ್ವಾಸಾರ್ಹತೆ ಕಾಪಾಡಬೇಕು. ಇಂದಿನ ಡಿಜಿಟಲ್ ಯುಗದಲ್ಲಿ ಸುಳ್ಳು ಸುದ್ದಿಗಳ ಹಾವಳಿ ಹೆಚ್ಚಾಗಿದೆ. ಇದನ್ನು ತಡೆಗಟ್ಟುವಲ್ಲಿ ಪತ್ರಕರ್ತರು ಪ್ರಮುಖ ಪಾತ್ರ ವಹಿಸಬೇಕು. ಪತ್ರಕರ್ತರು ನಾಯಕತ್ವವನ್ನು ರೂಢಿಸಿಕೊಳ್ಳಬೇಕು. ಪತ್ರಿಕಾ ರಂಗದಲ್ಲಿ ತೊಡಗಿಕೊಳ್ಳುವವರು ನಿರಂತರ ಅಧ್ಯಯನಶೀಲರಾಗಿರಬೇಕು. ಪತ್ರಿಕಾ ರಂಗದಲ್ಲಿ ಸಾಕಷ್ಟು ಅವಕಾಶಗಳಿವೆ. ಅವುಗಳನ್ನು ಸದ್ಬಳಕೆ ಮಾಡಿಕೊಳ್ಳಬೇಕು ಎಂದು ಹೇಳಿದರು. ಕರ್ನಾಟಕ ರಾಜ್ಯ ಕಾರ್ಯನಿರತ ಪತ್ರಕರ್ತರ ಸಂಘದ ಜಿಲ್ಲಾ ಘಟಕದ ಅಧ್ಯಕ್ಷರು ಮಾತನಾಡಿ, ಪತ್ರಿಕೋದ್ಯಮ ವಿದ್ಯಾರ್ಥಿಗಳು ಕೌಶಲ್ಯಗಳನ್ನು ಬೆಳೆಸಿಕೊಳ್ಳಬೇಕು.: [222, 1326, 391, 1567]
story8-col1: ಧಾರವಾಡ,ಮಾ.11: 2026-27 ನೇ ಶೈಕ್ಷಣಿಕ ಸಾಲಿಗೆ ಜಿಲ್ಲೆಯ ಪರಿಶಿಷ್ಟ ಜಾತಿಗೆ ಸೇರಿರುವ 6ನೇ ತರಗತಿಯ ವಿದ್ಯಾರ್ಥಿಗಳಿಗೆ ಧಾರವಾಡ ಜಿಲ್ಲೆಯ ವಿವಿಧ ವಸತಿ ಶಾಲೆಗಳಲ್ಲಿ ಪ್ರವೇಶ ಕಲ್ಪಿಸಲು ಅರ್ಜಿಗಳನ್ನು ಆಹ್ವಾನಿಸಲಾಗಿದೆ.: [39, 2193, 209, 2301]
divider-2: [762, 964, 763, 2135]
banner-date: 09, 10 ಮಾರ್ಚ: [474, 1225, 546, 1239]
